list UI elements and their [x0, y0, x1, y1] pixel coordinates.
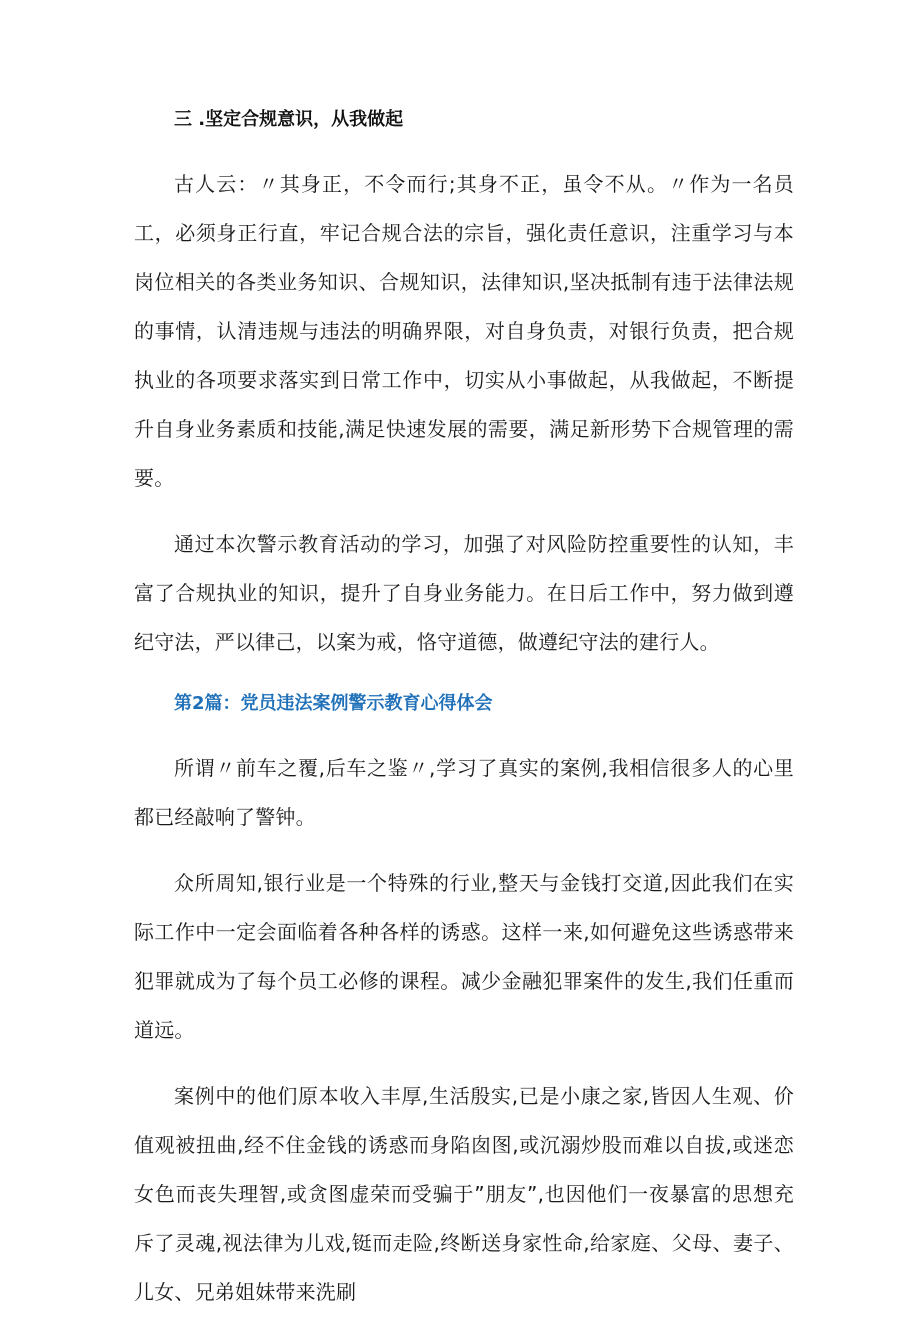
document-body: [134, 100, 794, 1334]
paragraph: 通过本次警示教育活动的学习，加强了对风险防控重要性的认知，丰富了合规执业的知识，提升了自身业务能力。在日后工作中，努力做到遵纪守法，严以律己，以案为戒，恪守道德，做遵纪守法的建行人。: [134, 532, 794, 654]
paragraph: 所谓〃前车之覆,后车之鉴〃,学习了真实的案例,我相信很多人的心里都已经敲响了警钟。: [134, 756, 794, 829]
section-heading: 三 .坚定合规意识，从我做起: [174, 109, 404, 130]
paragraph: 众所周知,银行业是一个特殊的行业,整天与金钱打交道,因此我们在实际工作中一定会面临着各种各样的诱惑。这样一来,如何避免这些诱惑带来犯罪就成为了每个员工必修的课程。减少金融犯罪案件的发生,我们任重而道远。: [134, 871, 794, 1042]
paragraph: 古人云：〃其身正，不令而行;其身不正，虽令不从。〃作为一名员工，必须身正行直，牢记合规合法的宗旨，强化责任意识，注重学习与本岗位相关的各类业务知识、合规知识，法律知识,坚决抵制有违于法律法规的事情，认清违规与违法的明确界限，对自身负责，对银行负责，把合规执业的各项要求落实到日常工作中，切实从小事做起，从我做起，不断提升自身业务素质和技能,满足快速发展的需要，满足新形势下合规管理的需要。: [134, 172, 794, 490]
paragraph: 案例中的他们原本收入丰厚,生活殷实,已是小康之家,皆因人生观、价值观被扭曲,经不住金钱的诱惑而身陷囱图,或沉溺炒股而难以自拔,或迷恋女色而丧失理智,或贪图虚荣而受骗于”朋友”,也因他们一夜暴富的思想充斥了灵魂,视法律为儿戏,铤而走险,终断送身家性命,给家庭、父母、妻子、儿女、兄弟姐妹带来洗刷: [134, 1084, 794, 1304]
part-heading: 第2篇：党员违法案例警示教育心得体会: [174, 693, 493, 714]
